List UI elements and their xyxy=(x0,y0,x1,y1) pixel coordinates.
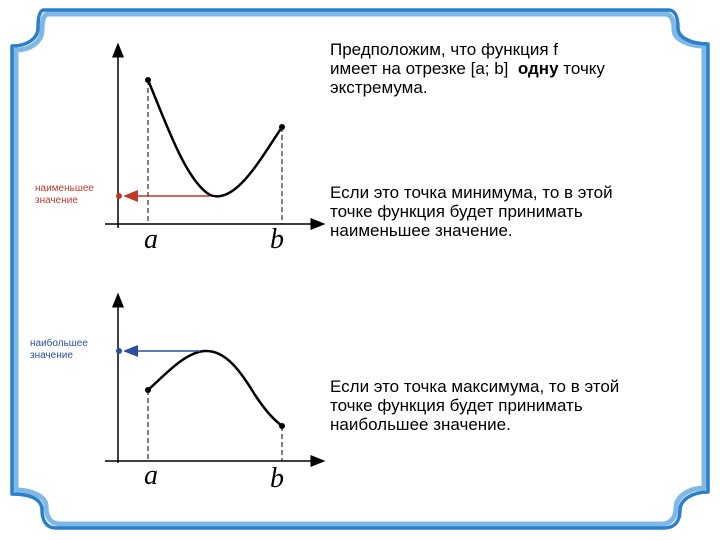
minimum-graph xyxy=(105,50,318,228)
min-text-line3: наименьшее значение. xyxy=(330,221,513,240)
point-b-label-top: b xyxy=(270,224,284,255)
max-text-line1: Если это точка максимума, то в этой xyxy=(330,377,620,396)
min-text-line2: точке функция будет принимать xyxy=(330,202,583,221)
endpoint-b-bottom xyxy=(279,423,285,429)
max-label-line1: наибольшее xyxy=(30,338,88,349)
intro-line2-end: точку xyxy=(558,59,605,78)
min-label-line2: значение xyxy=(35,195,78,206)
intro-line2 xyxy=(330,59,670,78)
min-value-label xyxy=(35,183,94,207)
max-value-point xyxy=(116,348,122,354)
point-a-label-bottom: a xyxy=(144,460,158,491)
max-text-line3: наибольшее значение. xyxy=(330,415,511,434)
intro-line2-start: имеет на отрезке [a; b] xyxy=(330,59,518,78)
min-value-point xyxy=(116,193,122,199)
endpoint-b-top xyxy=(279,124,285,130)
point-b-label-bottom: b xyxy=(270,463,284,494)
intro-line3: экстремума. xyxy=(330,78,428,97)
endpoint-a-top xyxy=(145,77,151,83)
function-curve-max xyxy=(148,351,282,426)
maximum-explanation xyxy=(330,377,680,434)
minimum-explanation xyxy=(330,183,680,240)
intro-text xyxy=(330,40,670,97)
maximum-graph xyxy=(105,300,318,463)
min-label-line1: наименьшее xyxy=(35,183,94,194)
intro-line1: Предположим, что функция f xyxy=(330,40,558,59)
point-a-label-top: a xyxy=(144,224,158,255)
function-curve-min xyxy=(148,80,282,196)
max-label-line2: значение xyxy=(30,350,73,361)
min-text-line1: Если это точка минимума, то в этой xyxy=(330,183,613,202)
max-value-label xyxy=(30,338,88,362)
intro-line2-bold: одну xyxy=(517,59,559,78)
max-text-line2: точке функция будет принимать xyxy=(330,396,583,415)
endpoint-a-bottom xyxy=(145,387,151,393)
